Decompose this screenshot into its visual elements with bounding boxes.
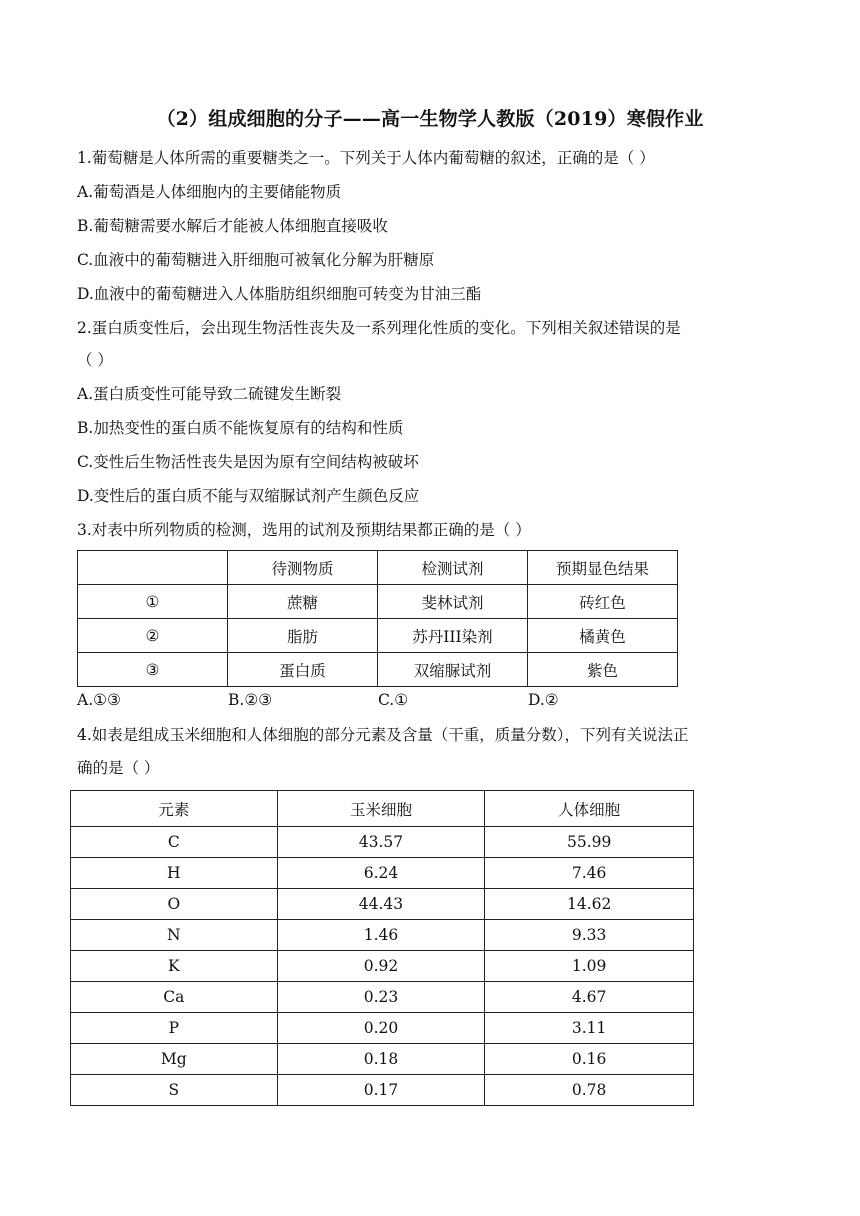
table-row	[71, 1013, 694, 1044]
table-cell: S	[71, 1075, 278, 1106]
table-row	[78, 653, 678, 687]
table-row	[71, 982, 694, 1013]
table-cell: ③	[78, 653, 228, 687]
table-row	[71, 951, 694, 982]
table-cell: 砖红色	[527, 585, 677, 619]
question-3-option-d: D.②	[528, 691, 559, 709]
table-cell: 1.46	[277, 920, 485, 951]
table-header-cell: 元素	[71, 791, 278, 827]
table-header-row	[78, 551, 678, 585]
table-cell: 蔗糖	[227, 585, 377, 619]
table-cell: 0.20	[277, 1013, 485, 1044]
table-header-cell: 预期显色结果	[527, 551, 677, 585]
table-cell: 0.18	[277, 1044, 485, 1075]
element-content-table	[70, 790, 694, 1106]
table-row	[78, 585, 678, 619]
table-row	[71, 827, 694, 858]
table-cell: Mg	[71, 1044, 278, 1075]
table-cell: 4.67	[485, 982, 694, 1013]
question-1-option-a: A.葡萄酒是人体细胞内的主要储能物质	[77, 183, 342, 201]
question-2-option-d: D.变性后的蛋白质不能与双缩脲试剂产生颜色反应	[77, 487, 420, 505]
table-cell: 14.62	[485, 889, 694, 920]
table-cell: 9.33	[485, 920, 694, 951]
question-1-option-c: C.血液中的葡萄糖进入肝细胞可被氧化分解为肝糖原	[77, 251, 435, 269]
table-row	[71, 1044, 694, 1075]
table-row	[71, 889, 694, 920]
table-row	[71, 920, 694, 951]
table-cell: 0.78	[485, 1075, 694, 1106]
table-cell: 斐林试剂	[377, 585, 527, 619]
question-2-option-b: B.加热变性的蛋白质不能恢复原有的结构和性质	[77, 419, 404, 437]
table-cell: 0.16	[485, 1044, 694, 1075]
table-cell: ①	[78, 585, 228, 619]
table-cell: C	[71, 827, 278, 858]
table-cell: 紫色	[527, 653, 677, 687]
question-2-option-c: C.变性后生物活性丧失是因为原有空间结构被破坏	[77, 453, 419, 471]
table-row	[71, 858, 694, 889]
table-header-cell: 检测试剂	[377, 551, 527, 585]
table-cell: 0.17	[277, 1075, 485, 1106]
table-cell: 3.11	[485, 1013, 694, 1044]
reagent-test-table	[77, 550, 678, 687]
table-cell: 苏丹III染剂	[377, 619, 527, 653]
table-header-row	[71, 791, 694, 827]
question-4-stem: 4.如表是组成玉米细胞和人体细胞的部分元素及含量（干重，质量分数），下列有关说法正	[77, 726, 689, 744]
table-cell: 0.92	[277, 951, 485, 982]
table-cell: 7.46	[485, 858, 694, 889]
table-cell: P	[71, 1013, 278, 1044]
question-4-stem-continued: 确的是（ ）	[77, 759, 160, 777]
table-cell: Ca	[71, 982, 278, 1013]
table-header-cell: 待测物质	[227, 551, 377, 585]
question-2-option-a: A.蛋白质变性可能导致二硫键发生断裂	[77, 385, 342, 403]
question-2-stem-continued: （ ）	[77, 351, 113, 369]
table-header-cell	[78, 551, 228, 585]
table-row	[78, 619, 678, 653]
table-cell: 双缩脲试剂	[377, 653, 527, 687]
table-cell: 0.23	[277, 982, 485, 1013]
table-cell: 6.24	[277, 858, 485, 889]
question-3-stem: 3.对表中所列物质的检测，选用的试剂及预期结果都正确的是（ ）	[77, 521, 531, 539]
table-cell: 55.99	[485, 827, 694, 858]
table-cell: 脂肪	[227, 619, 377, 653]
question-1-option-d: D.血液中的葡萄糖进入人体脂肪组织细胞可转变为甘油三酯	[77, 285, 482, 303]
table-cell: 1.09	[485, 951, 694, 982]
table-row	[71, 1075, 694, 1106]
table-cell: 43.57	[277, 827, 485, 858]
table-header-cell: 人体细胞	[485, 791, 694, 827]
question-1-stem: 1.葡萄糖是人体所需的重要糖类之一。下列关于人体内葡萄糖的叙述，正确的是（ ）	[77, 149, 655, 167]
question-3-option-a: A.①③	[77, 691, 121, 709]
question-3-option-c: C.①	[378, 691, 409, 709]
table-cell: K	[71, 951, 278, 982]
question-1-option-b: B.葡萄糖需要水解后才能被人体细胞直接吸收	[77, 217, 388, 235]
page-title: （2）组成细胞的分子——高一生物学人教版（2019）寒假作业	[156, 108, 704, 130]
table-header-cell: 玉米细胞	[277, 791, 485, 827]
question-3-option-b: B.②③	[228, 691, 273, 709]
question-2-stem: 2.蛋白质变性后，会出现生物活性丧失及一系列理化性质的变化。下列相关叙述错误的是	[77, 319, 681, 337]
table-cell: N	[71, 920, 278, 951]
table-cell: O	[71, 889, 278, 920]
table-cell: H	[71, 858, 278, 889]
table-cell: 蛋白质	[227, 653, 377, 687]
table-cell: 44.43	[277, 889, 485, 920]
table-cell: 橘黄色	[527, 619, 677, 653]
table-cell: ②	[78, 619, 228, 653]
